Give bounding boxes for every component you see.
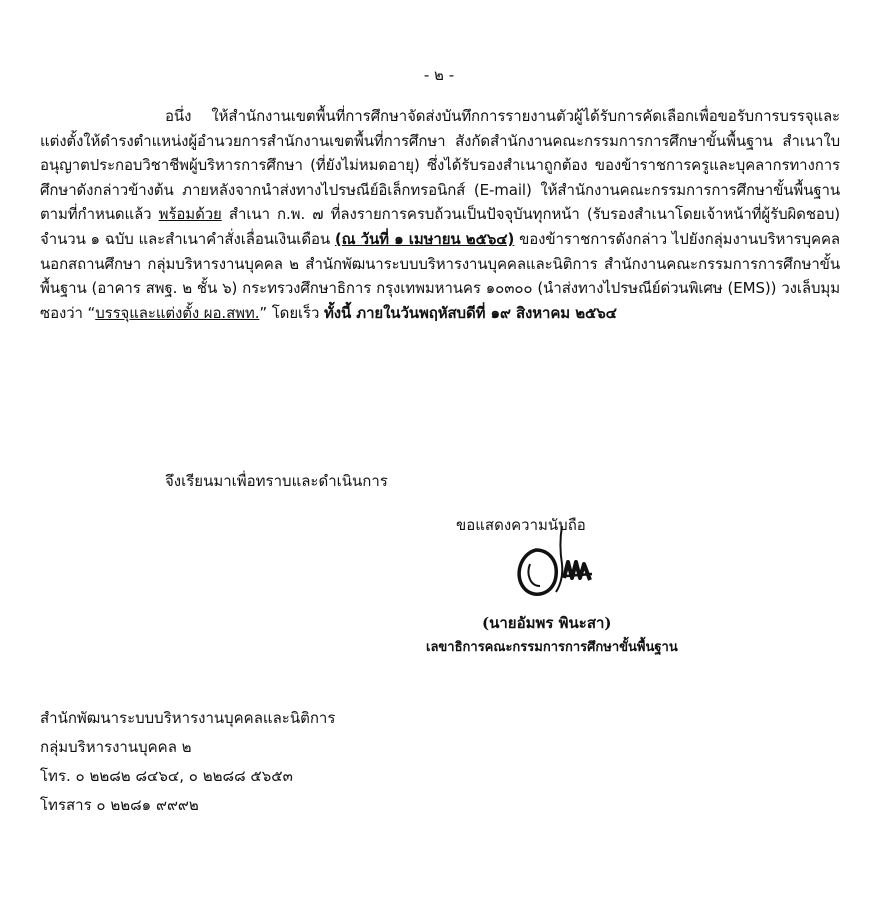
page-number: - ๒ - xyxy=(423,66,455,84)
handwritten-signature xyxy=(506,524,596,608)
group-name: กลุ่มบริหารงานบุคคล ๒ xyxy=(40,738,192,756)
regards-line: ขอแสดงความนับถือ xyxy=(456,516,586,534)
closing-line: จึงเรียนมาเพื่อทราบและดำเนินการ xyxy=(165,472,388,490)
office-name: สำนักพัฒนาระบบบริหารงานบุคคลและนิติการ xyxy=(40,709,336,727)
contact-block xyxy=(40,704,335,820)
phone-number: โทร. ๐ ๒๒๘๒ ๘๔๖๔, ๐ ๒๒๘๘ ๕๖๕๓ xyxy=(40,767,293,785)
signer-name: (นายอัมพร พินะสา) xyxy=(482,614,612,632)
envelope-label: บรรจุและแต่งตั้ง ผอ.สพท. xyxy=(95,303,260,322)
body-text-segment: อนึ่ง ให้สำนักงานเขตพื้นที่การศึกษาจัดส่งบันทึกการรายงานตัวผู้ได้รับการคัดเลือกเพื่อขอรับการบรรจุและแต่งตั้งให้ดำรงตำแหน่งผู้อำนวยการสำนักงานเขตพื้นที่การศึกษา สังกัดสำนักงานคณะกรรมการการศึกษาขั้นพื้นฐาน สำเนาใบอนุญาตประกอบวิชาชีพผู้บริหารการศึกษา (ที่ยังไม่หมดอายุ) ซึ่งได้รับรองสำเนาถูกต้อง ของข้าราชการครูและบุคลากรทางการศึกษาดังกล่าวข้างต้น ภายหลังจากนำส่งทางไปรษณีย์อิเล็กทรอนิกส์ (E-mail) ให้สำนักงานคณะกรรมการการศึกษาขั้นพื้นฐาน ตามที่กำหนดแล้ว xyxy=(40,107,840,224)
signer-title: เลขาธิการคณะกรรมการการศึกษาขั้นพื้นฐาน xyxy=(426,640,678,655)
salary-order-date: (ณ วันที่ ๑ เมษายน ๒๕๖๔) xyxy=(334,229,515,248)
body-text-segment: สำเนา ก.พ. ๗ ที่ลงรายการครบถ้วนเป็นปัจจุบันทุกหน้า (รับรองสำเนาโดยเจ้าหน้าที่ผู้รับผิดชอบ) จำนวน ๑ ฉบับ และสำเนาคำสั่งเลื่อนเงินเดือน xyxy=(40,205,840,248)
body-text-segment: ของข้าราชการดังกล่าว ไปยังกลุ่มงานบริหารบุคคลนอกสถานศึกษา กลุ่มบริหารงานบุคคล ๒ สำนักพัฒนาระบบบริหารงานบุคคลและนิติการ สำนักงานคณะกรรมการการศึกษาขั้นพื้นฐาน (อาคาร สพฐ. ๒ ชั้น ๖) กระทรวงศึกษาธิการ กรุงเทพมหานคร ๑๐๓๐๐ (นำส่งทางไปรษณีย์ด่วนพิเศษ (EMS)) วงเล็บมุมซองว่า “ xyxy=(40,229,840,322)
fax-number: โทรสาร ๐ ๒๒๘๑ ๙๙๙๒ xyxy=(40,796,199,814)
underlined-text: พร้อมด้วย xyxy=(158,205,222,224)
body-text-segment: ” โดยเร็ว xyxy=(259,303,324,322)
deadline-text: ทั้งนี้ ภายในวันพฤหัสบดีที่ ๑๙ สิงหาคม ๒๕๖๔ xyxy=(324,303,617,322)
body-paragraph xyxy=(40,104,840,325)
